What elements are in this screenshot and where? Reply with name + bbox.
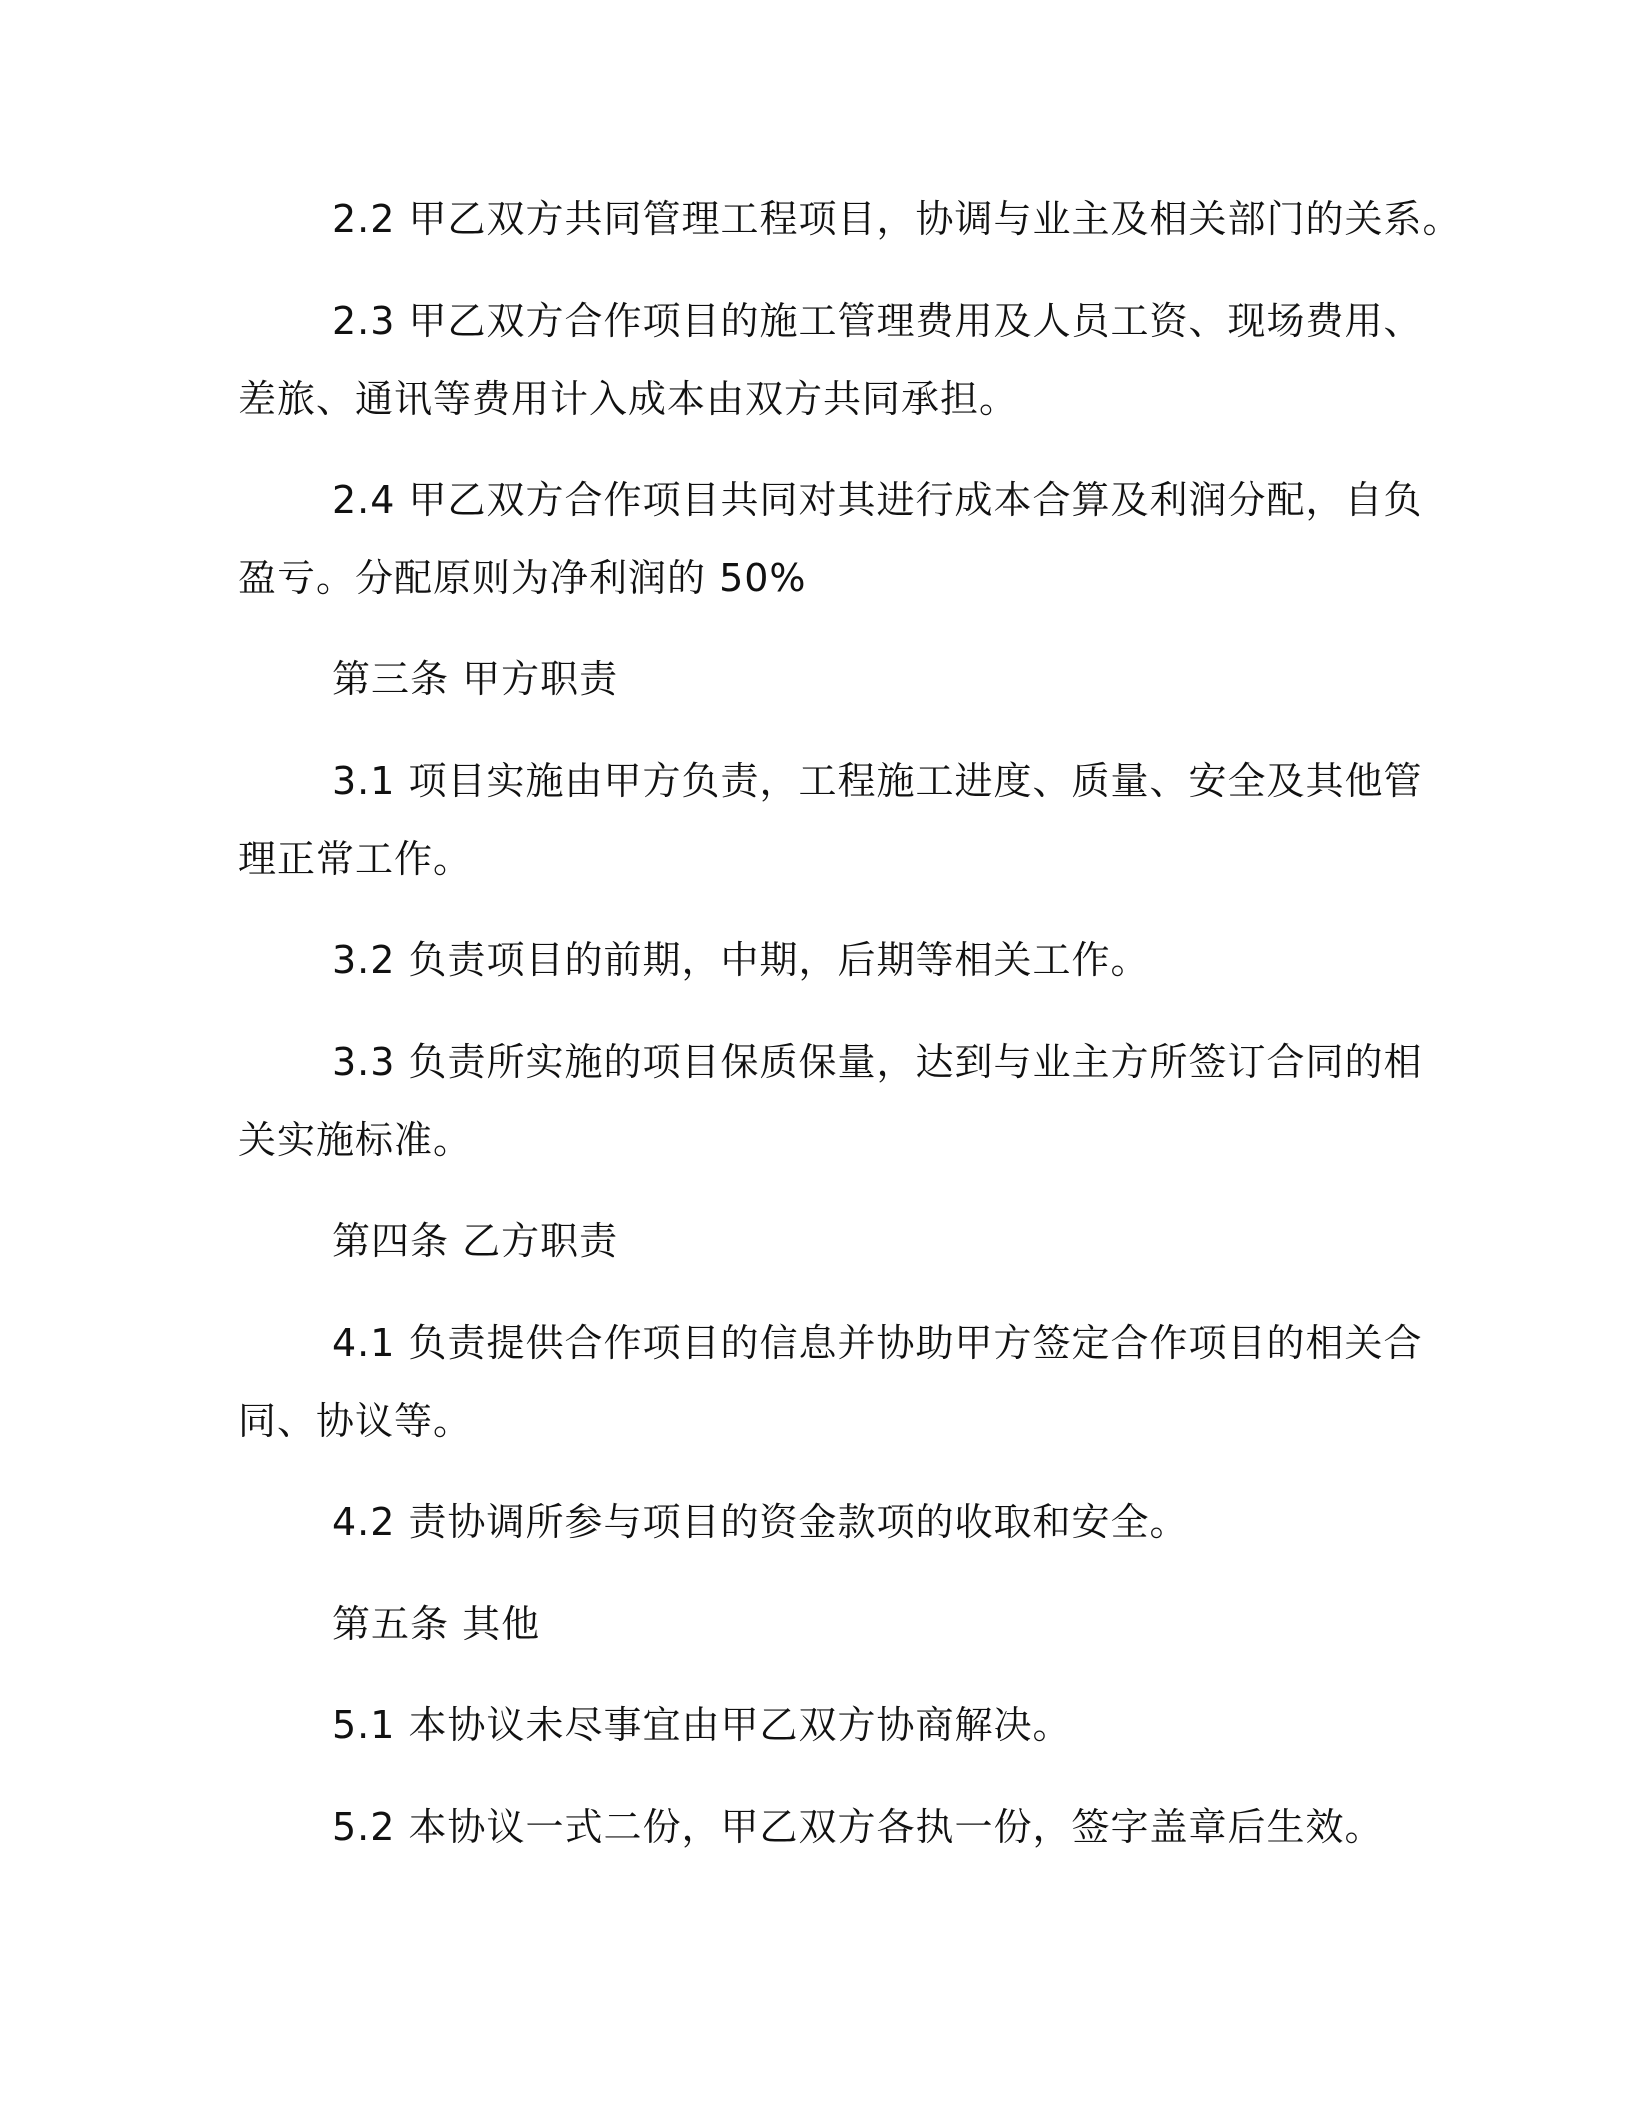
clause-2-4-line-1: 2.4 甲乙双方合作项目共同对其进行成本合算及利润分配，自负: [332, 478, 1423, 522]
clause-3-2: 3.2 负责项目的前期，中期，后期等相关工作。: [332, 938, 1150, 982]
clause-2-4-line-2: 盈亏。分配原则为净利润的 50%: [238, 556, 807, 600]
clause-4-1-line-1: 4.1 负责提供合作项目的信息并协助甲方签定合作项目的相关合: [332, 1321, 1423, 1365]
clause-3-1-line-1: 3.1 项目实施由甲方负责，工程施工进度、质量、安全及其他管: [332, 759, 1423, 803]
clause-2-3-line-1: 2.3 甲乙双方合作项目的施工管理费用及人员工资、现场费用、: [332, 299, 1423, 343]
clause-4-1-line-2: 同、协议等。: [238, 1399, 473, 1443]
article-5-heading: 第五条 其他: [332, 1602, 541, 1646]
clause-3-1-line-2: 理正常工作。: [238, 837, 473, 881]
article-4-heading: 第四条 乙方职责: [332, 1219, 619, 1263]
clause-4-2: 4.2 责协调所参与项目的资金款项的收取和安全。: [332, 1500, 1189, 1544]
clause-3-3-line-1: 3.3 负责所实施的项目保质保量，达到与业主方所签订合同的相: [332, 1040, 1423, 1084]
clause-5-2: 5.2 本协议一式二份，甲乙双方各执一份，签字盖章后生效。: [332, 1805, 1384, 1849]
clause-5-1: 5.1 本协议未尽事宜由甲乙双方协商解决。: [332, 1703, 1072, 1747]
clause-3-3-line-2: 关实施标准。: [238, 1118, 473, 1162]
article-3-heading: 第三条 甲方职责: [332, 657, 619, 701]
clause-2-2: 2.2 甲乙双方共同管理工程项目，协调与业主及相关部门的关系。: [332, 197, 1462, 241]
clause-2-3-line-2: 差旅、通讯等费用计入成本由双方共同承担。: [238, 377, 1019, 421]
